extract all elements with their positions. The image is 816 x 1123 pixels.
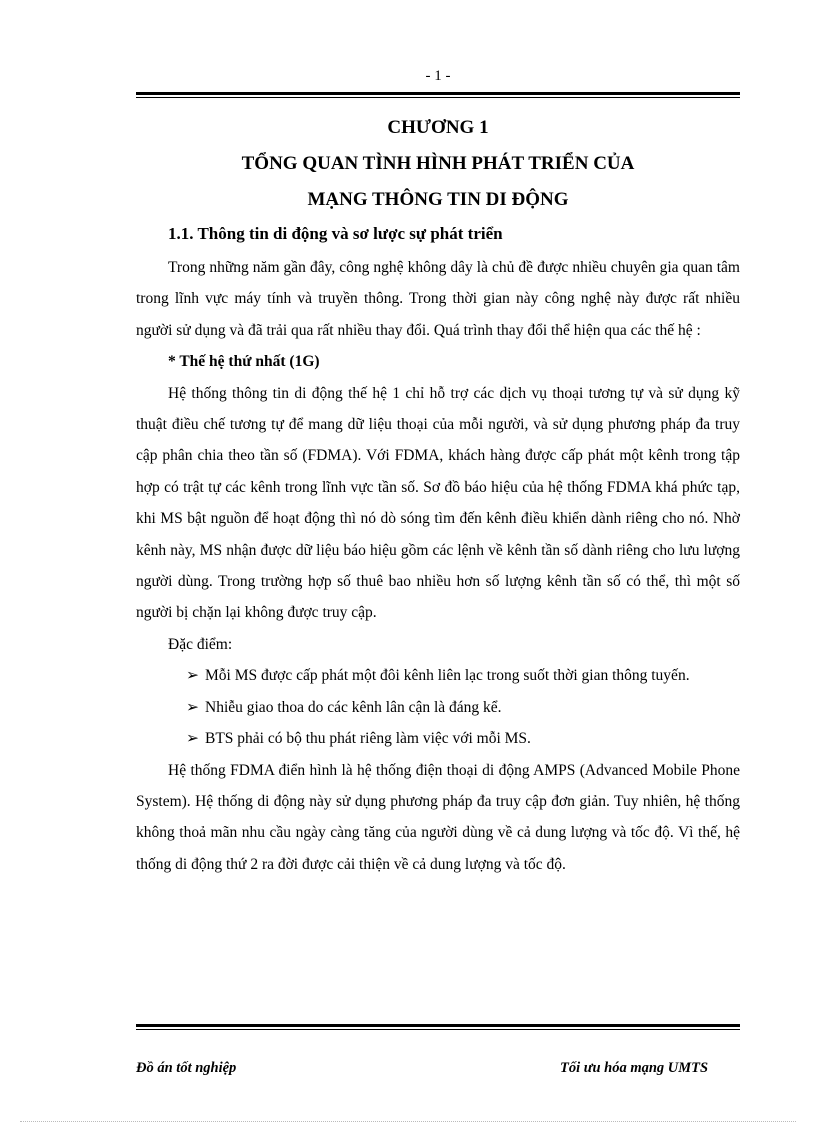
gen1-paragraph: Hệ thống thông tin di động thế hệ 1 chỉ hỗ trợ các dịch vụ thoại tương tự và sử dụng kỹ thuật điều chế tương tự để mang dữ liệu thoại của mỗi người, và sử dụng phương pháp đa truy cập phân chia theo tần số (FDMA). Với FDMA, khách hàng được cấp phát một kênh trong tập hợp có trật tự các kênh trong lĩnh vực tần số. Sơ đồ báo hiệu của hệ thống FDMA khá phức tạp, khi MS bật nguồn để hoạt động thì nó dò sóng tìm đến kênh điều khiển dành riêng cho nó. Nhờ kênh này, MS nhận được dữ liệu báo hiệu gồm các lệnh về kênh tần số dành riêng cho lưu lượng người dùng. Trong trường hợp số thuê bao nhiều hơn số lượng kênh tần số có thể, thì một số người bị chặn lại không được truy cập. [136, 384, 740, 622]
document-body [136, 252, 740, 880]
list-item: ➢ Nhiễu giao thoa do các kênh lân cận là đáng kể. [186, 698, 502, 716]
footer-left: Đồ án tốt nghiệp [136, 1060, 237, 1076]
features-label: Đặc điểm: [168, 635, 233, 653]
section-heading: 1.1. Thông tin di động và sơ lược sự phát triển [168, 224, 503, 243]
arrow-bullet-icon: ➢ [186, 667, 199, 685]
header-rule-thick [136, 92, 740, 95]
list-item: ➢ BTS phải có bộ thu phát riêng làm việc với mỗi MS. [186, 730, 531, 748]
gen1-heading: * Thế hệ thứ nhất (1G) [168, 353, 320, 371]
header-rule-thin [136, 97, 740, 98]
chapter-label: CHƯƠNG 1 [387, 117, 489, 138]
page-number: - 1 - [425, 68, 451, 84]
arrow-bullet-icon: ➢ [186, 730, 199, 748]
page-bottom-divider [20, 1121, 796, 1122]
footer-right: Tối ưu hóa mạng UMTS [560, 1060, 709, 1076]
features-list [136, 660, 740, 754]
footer-rule-thick [136, 1024, 740, 1027]
chapter-title-line2: MẠNG THÔNG TIN DI ĐỘNG [307, 189, 569, 210]
arrow-bullet-icon: ➢ [186, 698, 199, 716]
amps-paragraph: Hệ thống FDMA điển hình là hệ thống điện thoại di động AMPS (Advanced Mobile Phone System). Hệ thống di động này sử dụng phương pháp đa truy cập đơn giản. Tuy nhiên, hệ thống không thoả mãn nhu cầu ngày càng tăng của người dùng về cả dung lượng và tốc độ. Vì thế, hệ thống di động thứ 2 ra đời được cải thiện về cả dung lượng và tốc độ. [136, 761, 740, 873]
list-item: ➢ Mỗi MS được cấp phát một đôi kênh liên lạc trong suốt thời gian thông tuyến. [186, 667, 690, 685]
footer-rule-thin [136, 1029, 740, 1030]
chapter-title-line1: TỔNG QUAN TÌNH HÌNH PHÁT TRIỂN CỦA [241, 153, 635, 174]
intro-paragraph: Trong những năm gần đây, công nghệ không dây là chủ đề được nhiều chuyên gia quan tâm trong lĩnh vực máy tính và truyền thông. Trong thời gian này công nghệ này được rất nhiều người sử dụng và đã trải qua rất nhiều thay đổi. Quá trình thay đổi thể hiện qua các thế hệ : [136, 259, 740, 339]
